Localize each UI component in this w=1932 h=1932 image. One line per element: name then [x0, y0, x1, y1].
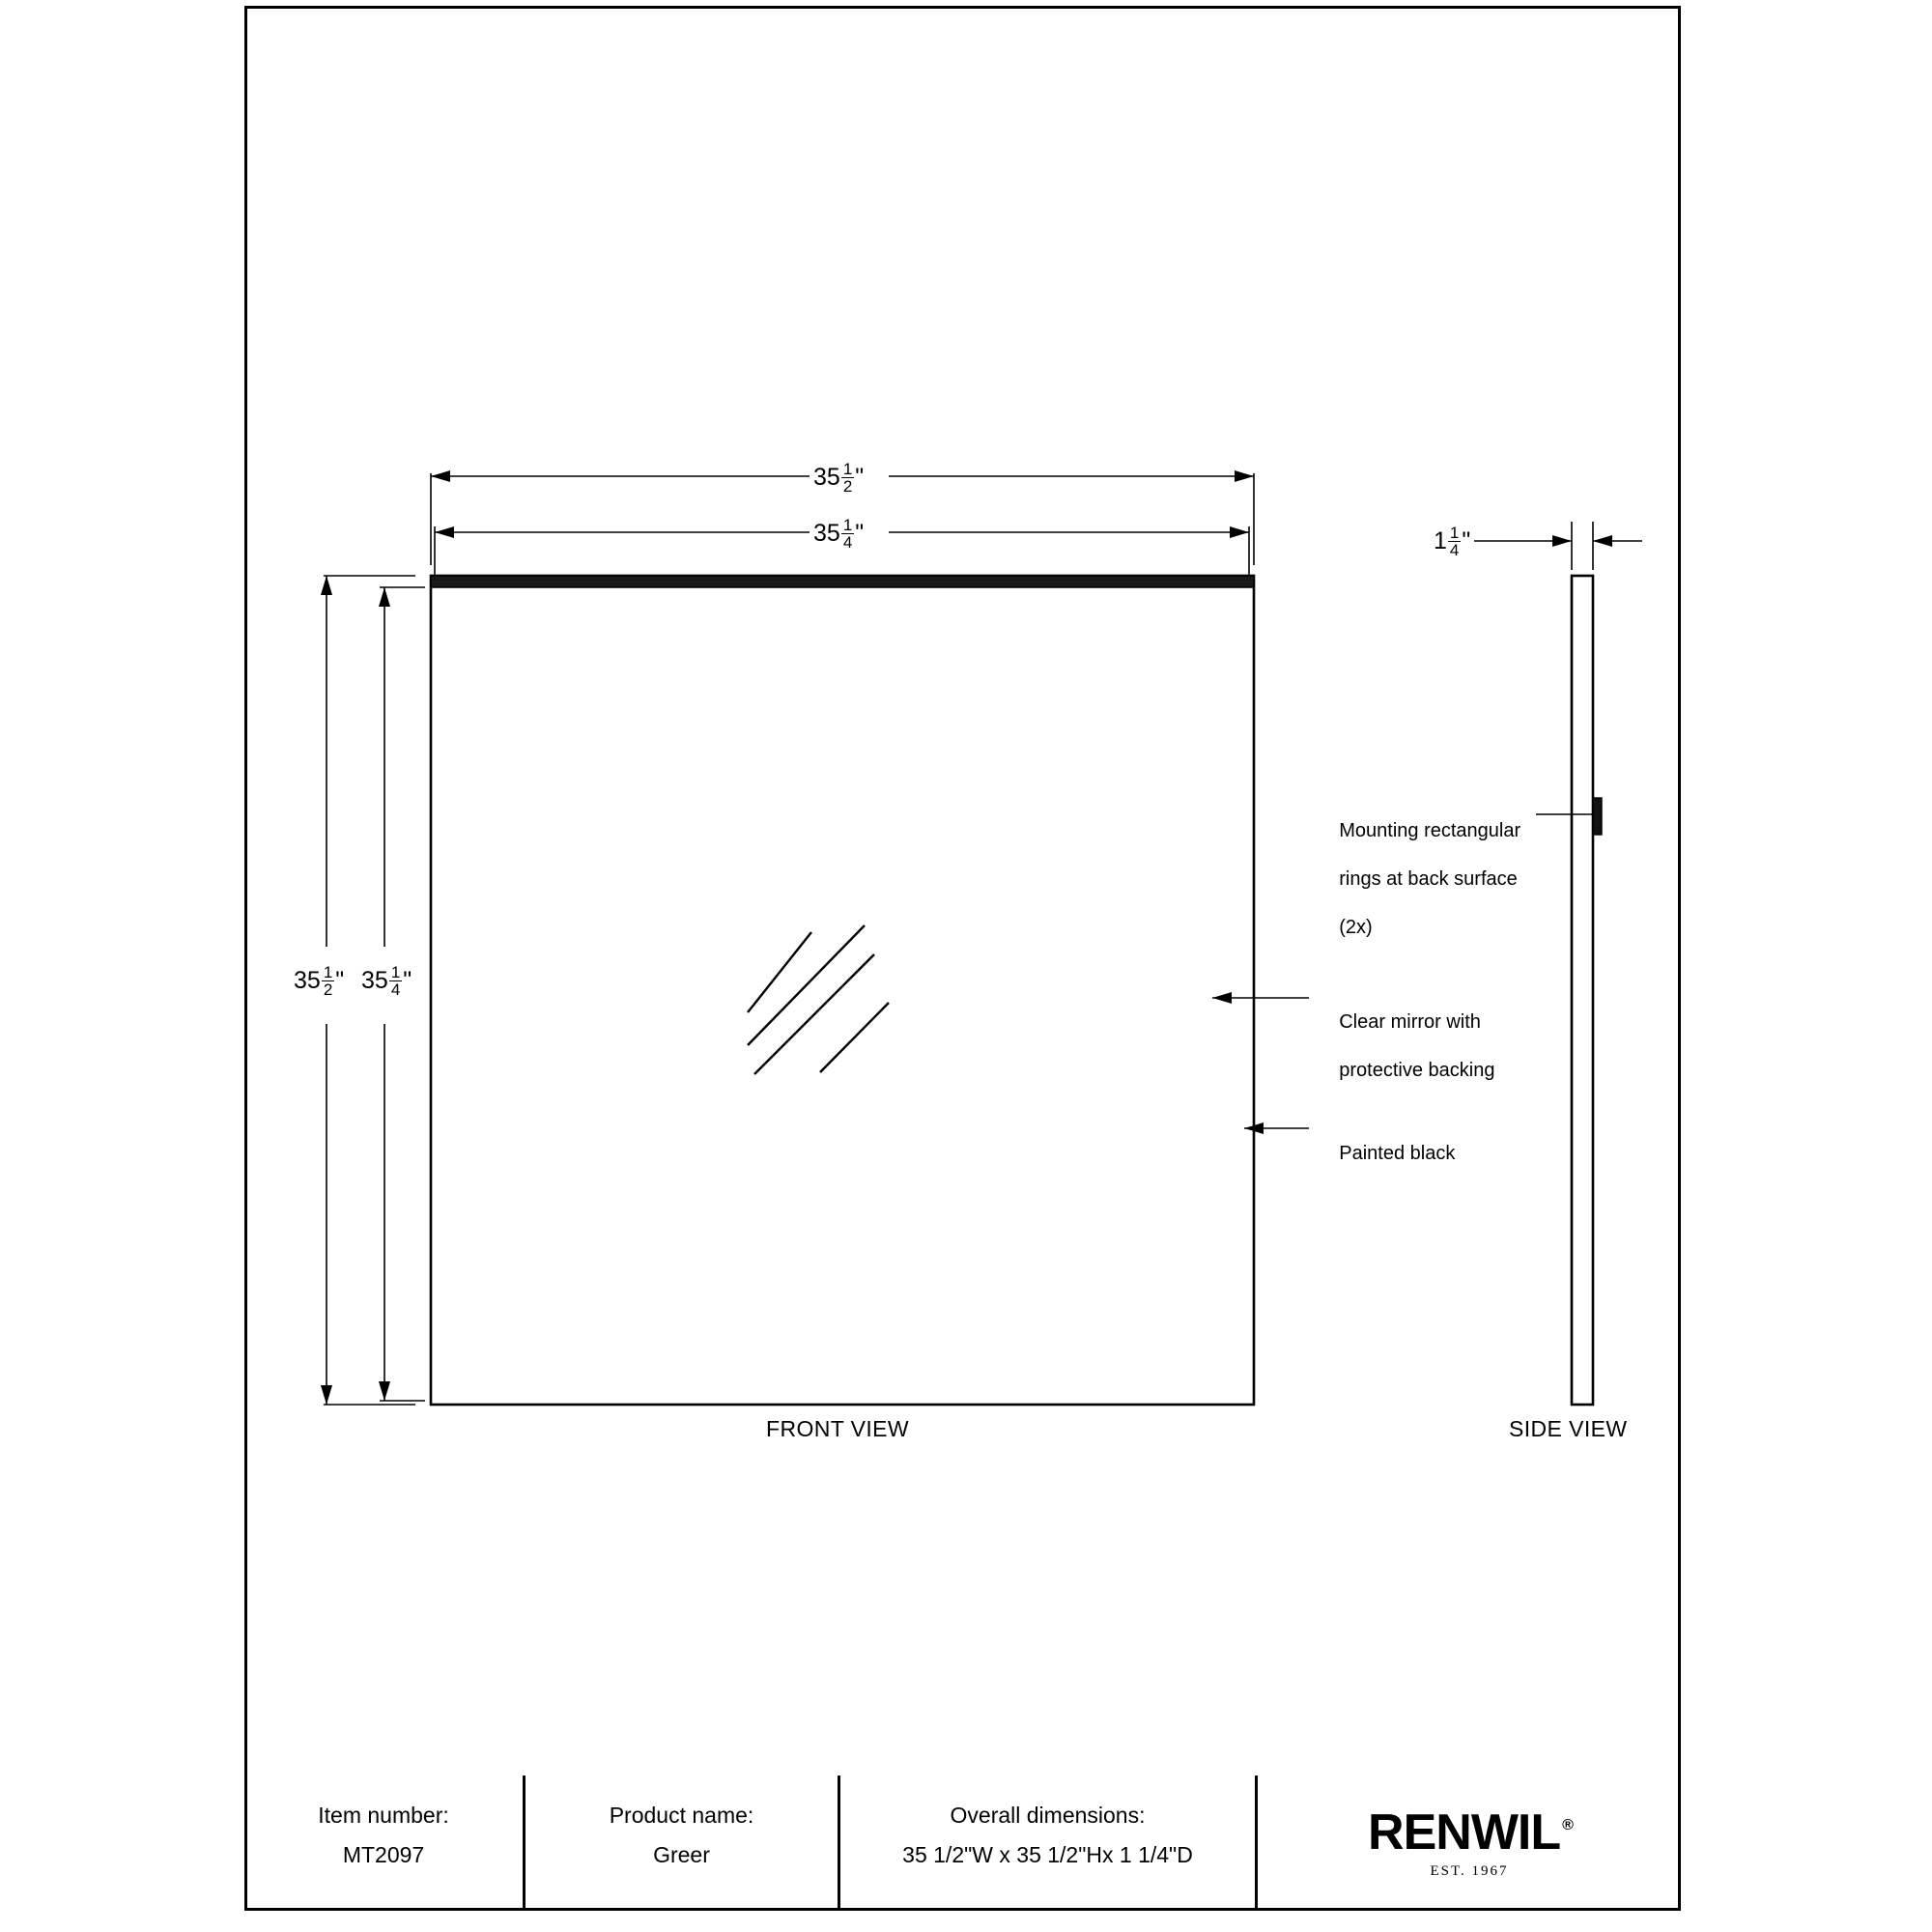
overall-dimensions-label: Overall dimensions: — [950, 1803, 1146, 1828]
dim-label-width-outer: 35 $\frac{1}{2}$ " — [810, 461, 867, 495]
brand-tagline: EST. 1967 — [1430, 1862, 1509, 1879]
brand-logo — [1255, 1776, 1681, 1911]
dim-label-height-inner: 35 $\frac{1}{4}$ " — [357, 964, 415, 998]
side-view-panel — [1572, 576, 1593, 1405]
callout-mounting-rings: Mounting rectangular rings at back surface (2x) — [1339, 820, 1521, 938]
title-block-item-number — [244, 1776, 523, 1911]
product-name-label: Product name: — [609, 1803, 754, 1828]
front-view-panel — [431, 576, 1254, 1405]
dim-depth — [1473, 522, 1642, 570]
item-number-label: Item number: — [318, 1803, 449, 1828]
overall-dimensions-value: 35 1/2"W x 35 1/2"Hx 1 1/4"D — [902, 1842, 1193, 1867]
mounting-ring — [1593, 798, 1602, 835]
title-block — [244, 1776, 1681, 1911]
dim-label-depth: 1 $\frac{1}{4}$ " — [1430, 525, 1474, 558]
callout-clear-mirror: Clear mirror with protective backing — [1339, 1011, 1495, 1081]
callout-painted-black: Painted black — [1339, 1143, 1456, 1164]
side-view-label: SIDE VIEW — [1509, 1416, 1628, 1441]
leader-mirror — [1212, 992, 1309, 1004]
title-block-product-name — [523, 1776, 838, 1911]
title-block-overall-dimensions — [838, 1776, 1255, 1911]
front-view-label: FRONT VIEW — [766, 1416, 909, 1441]
brand-name: RENWIL ® — [1368, 1804, 1573, 1861]
item-number-value: MT2097 — [342, 1842, 425, 1867]
dim-label-height-outer: 35 $\frac{1}{2}$ " — [290, 964, 348, 998]
dim-label-width-inner: 35 $\frac{1}{4}$ " — [810, 517, 867, 551]
registered-trademark-icon: ® — [1562, 1816, 1573, 1833]
painted-edge-band — [431, 576, 1254, 587]
product-name-value: Greer — [653, 1842, 710, 1867]
glass-reflection-lines — [748, 925, 889, 1074]
